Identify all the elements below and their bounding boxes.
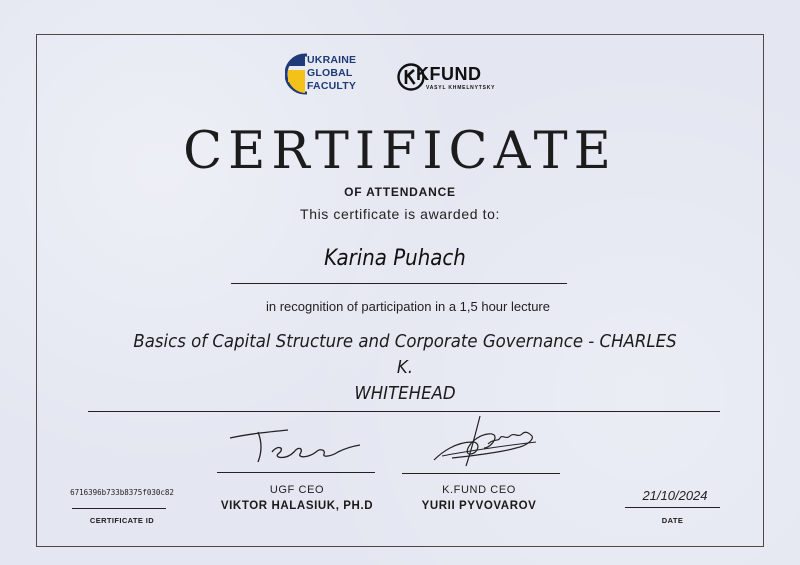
- kfund-wordmark: KFUND: [416, 64, 482, 84]
- signer-name-1: VIKTOR HALASIUK, PH.D: [220, 500, 374, 512]
- lecture-title: [124, 329, 685, 407]
- kfund-logo: [388, 60, 498, 96]
- ugf-logo: [285, 52, 367, 98]
- awarded-text: This certificate is awarded to:: [300, 206, 500, 222]
- recipient-underline: [231, 283, 567, 284]
- certificate-id-value: 6716396b733b8375f030c82: [70, 488, 174, 497]
- signature-line-2: [402, 473, 560, 474]
- date-label: DATE: [661, 516, 684, 525]
- signer-role-2: K.FUND CEO: [442, 484, 516, 496]
- kfund-subtitle: VASYL KHMELNYTSKY: [426, 85, 496, 91]
- signer-name-2: YURII PYVOVAROV: [421, 500, 537, 512]
- lecture-title-line-1: Basics of Capital Structure and Corporate Governance - CHARLES K.: [133, 331, 677, 378]
- certificate-id-line: [72, 508, 166, 509]
- certificate-id-label: CERTIFICATE ID: [89, 516, 155, 525]
- date-line: [625, 507, 720, 508]
- date-value: 21/10/2024: [642, 488, 708, 503]
- divider-line: [88, 411, 720, 412]
- ugf-line-2: GLOBAL: [307, 67, 353, 79]
- globe-icon: [285, 52, 307, 96]
- recognition-text: in recognition of participation in a 1,5 hour lecture: [265, 299, 550, 314]
- signature-kfund-ceo: [432, 412, 542, 472]
- certificate-title: CERTIFICATE: [183, 122, 617, 181]
- ugf-line-1: UKRAINE: [307, 54, 357, 66]
- recipient-name: Karina Puhach: [324, 246, 466, 271]
- certificate-subtitle: OF ATTENDANCE: [344, 185, 456, 199]
- signature-line-1: [217, 472, 375, 473]
- ugf-logo-text: [307, 54, 356, 93]
- signer-role-1: UGF CEO: [269, 484, 325, 496]
- certificate-border: [36, 34, 764, 547]
- ugf-line-3: FACULTY: [307, 80, 357, 92]
- signature-ugf-ceo: [228, 418, 363, 470]
- lecture-title-line-2: WHITEHEAD: [354, 383, 456, 404]
